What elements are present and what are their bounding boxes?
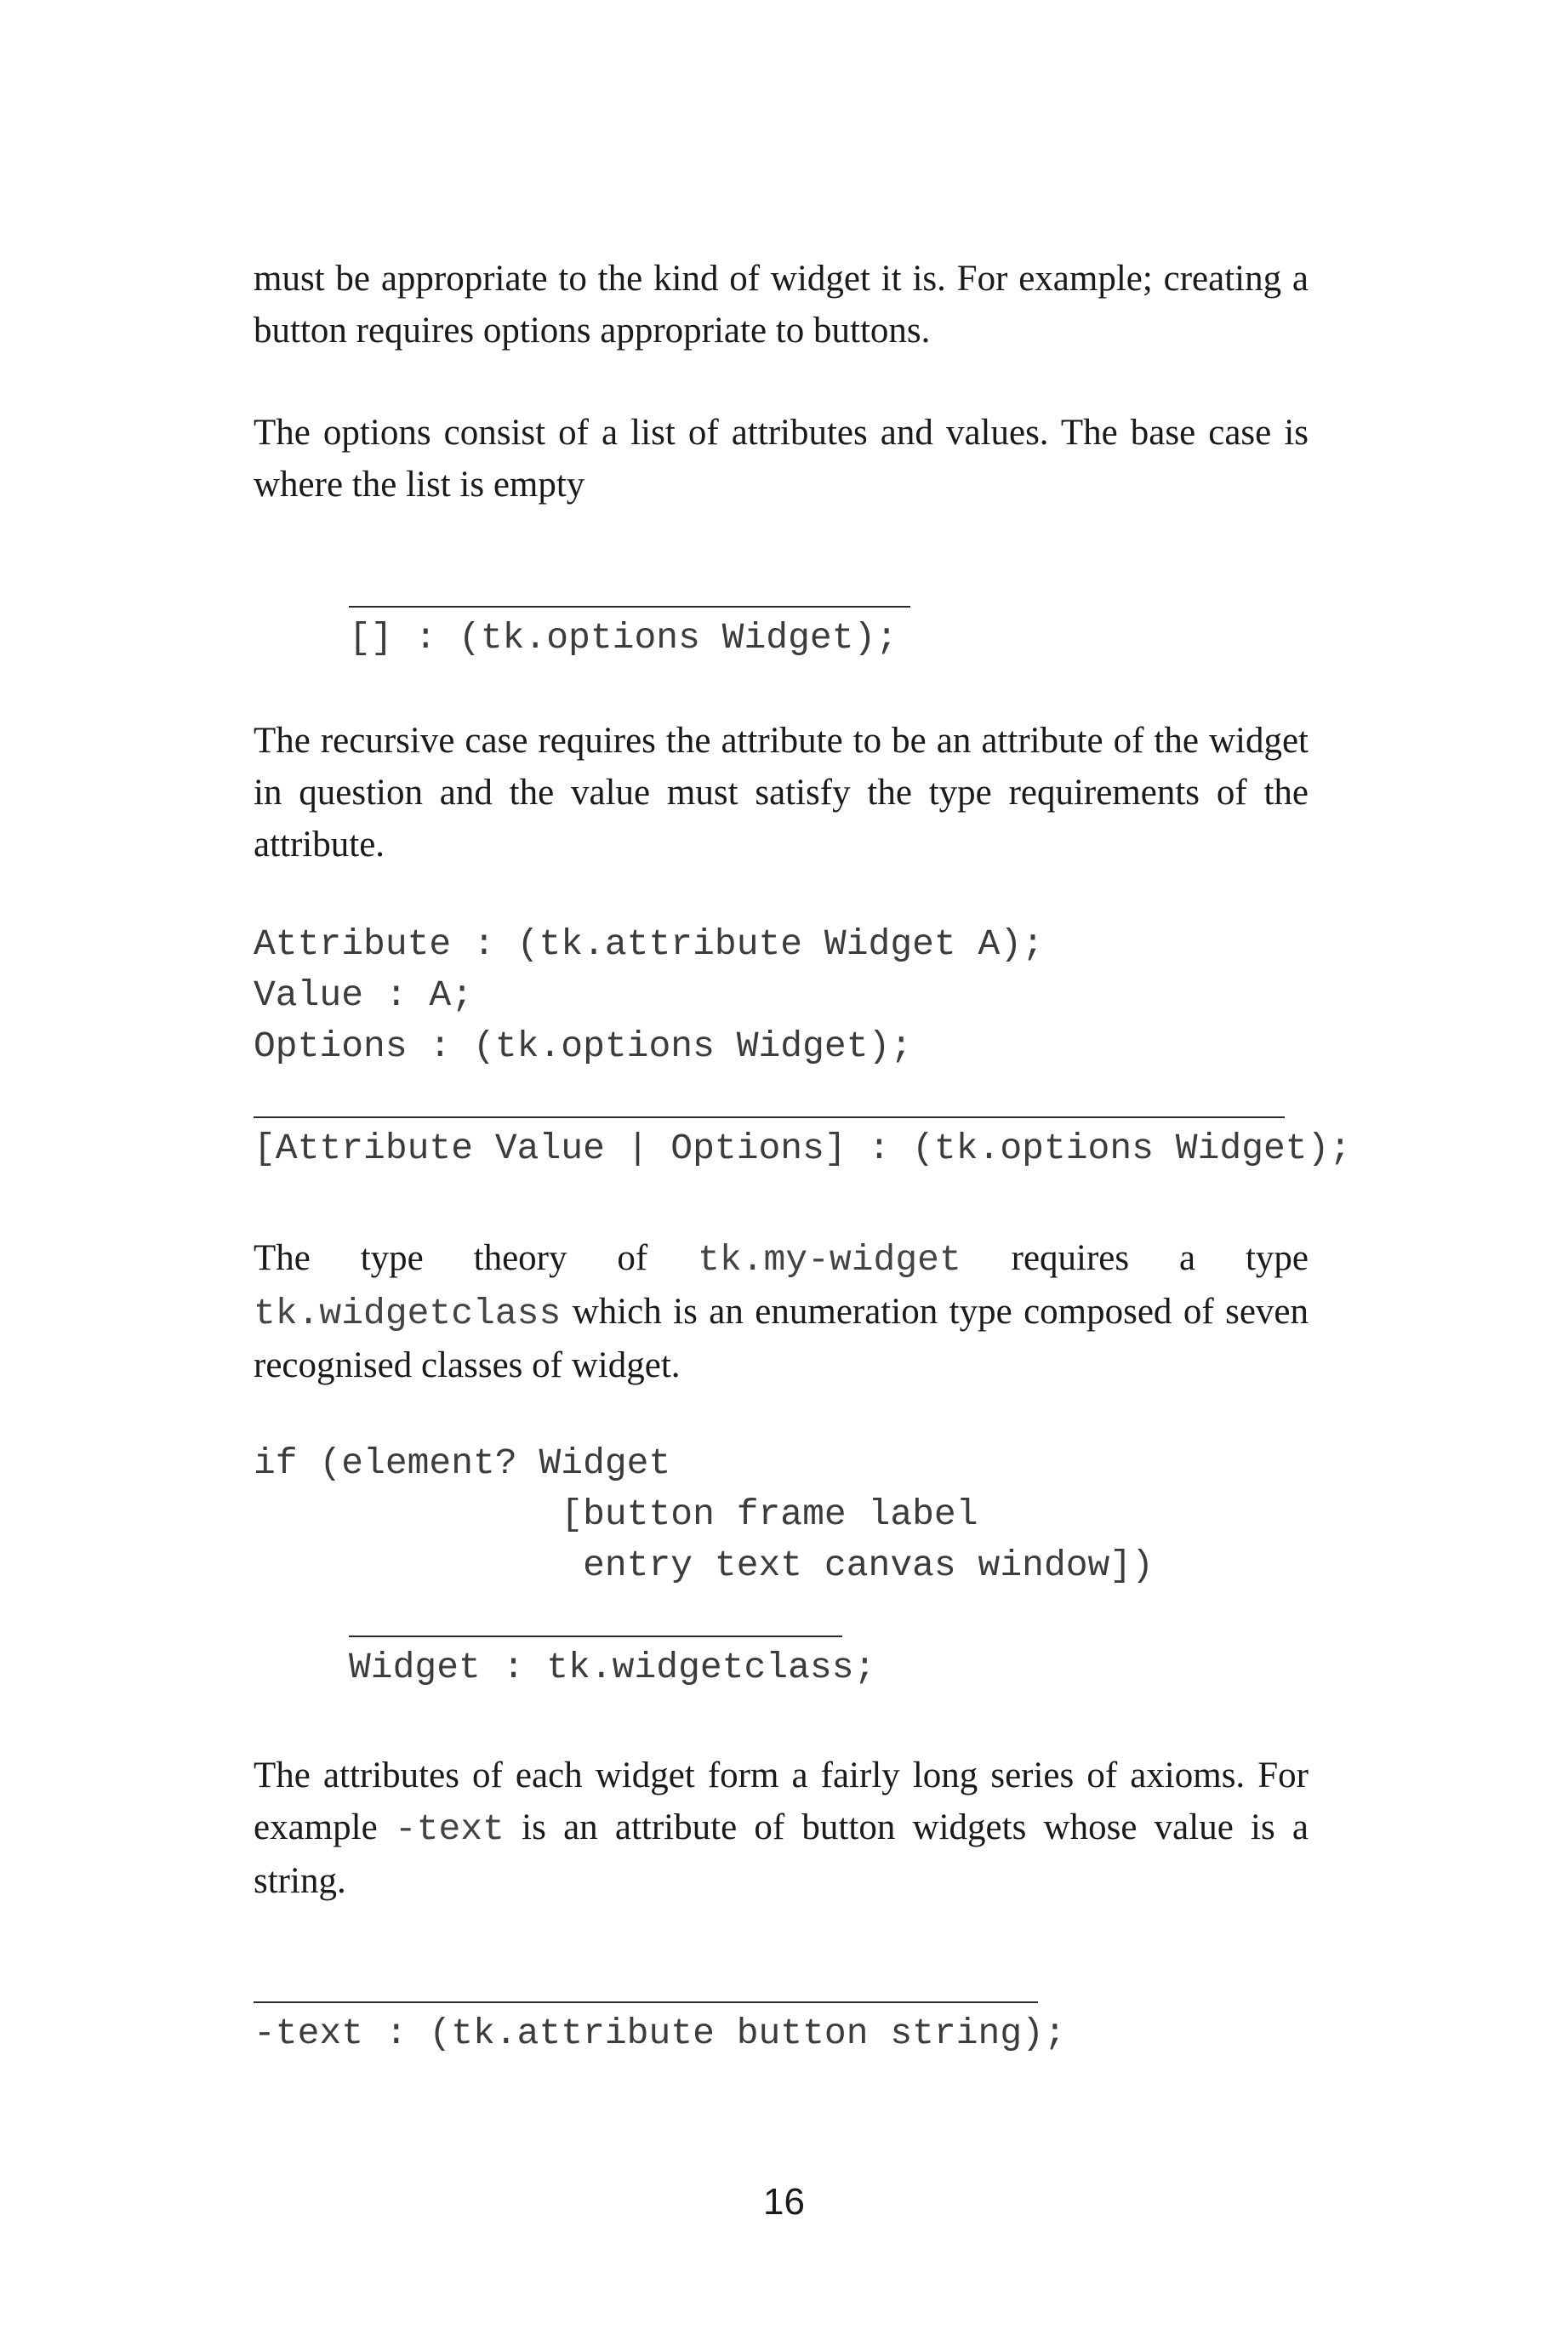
inline-code: -text (394, 1808, 505, 1850)
code-widgetclass-premise: if (element? Widget (254, 1442, 671, 1484)
code-premise-attribute: Attribute : (tk.attribute Widget A); (254, 923, 1044, 965)
code-widgetclass-conclusion: Widget : tk.widgetclass; (349, 1647, 876, 1688)
inference-rule-line (349, 606, 910, 608)
inference-rule-line (254, 1116, 1285, 1118)
text-segment: which is an enumeration type composed of seven recognised classes of widget. (254, 1292, 1309, 1385)
paragraph-attributes (254, 1750, 1309, 1907)
inline-code: tk.widgetclass (254, 1293, 562, 1334)
text-segment: is an attribute of button widgets whose value is a string. (254, 1807, 1309, 1901)
code-base-case: [] : (tk.options Widget); (349, 617, 898, 659)
code-text-axiom: -text : (tk.attribute button string); (254, 2012, 1066, 2054)
paragraph-type-theory (254, 1232, 1309, 1391)
code-widgetclass-premise: [button frame label (254, 1493, 978, 1535)
inference-rule-line (254, 2001, 1038, 2003)
paragraph-recursive-case: The recursive case requires the attribute to be an attribute of the widget in question and the value must satisfy the type requirements of the attribute. (254, 721, 1309, 865)
text-segment: The type theory of (254, 1238, 698, 1278)
code-premise-value: Value : A; (254, 974, 474, 1016)
code-recursive-conclusion: [Attribute Value | Options] : (tk.options Widget); (254, 1127, 1352, 1169)
code-widgetclass-premise: entry text canvas window]) (254, 1544, 1154, 1586)
paragraph-intro: must be appropriate to the kind of widget it is. For example; creating a button requires options appropriate to buttons. (254, 259, 1309, 351)
code-premise-options: Options : (tk.options Widget); (254, 1025, 913, 1067)
inline-code: tk.my-widget (698, 1239, 961, 1281)
paragraph-options: The options consist of a list of attributes and values. The base case is where the list is empty (254, 413, 1309, 505)
page-number: 16 (763, 2181, 805, 2223)
text-segment: The attributes of each widget form a fairly long series of axioms. For example (254, 1755, 1309, 1847)
inference-rule-line (349, 1636, 842, 1637)
text-segment: requires a type (961, 1238, 1309, 1278)
